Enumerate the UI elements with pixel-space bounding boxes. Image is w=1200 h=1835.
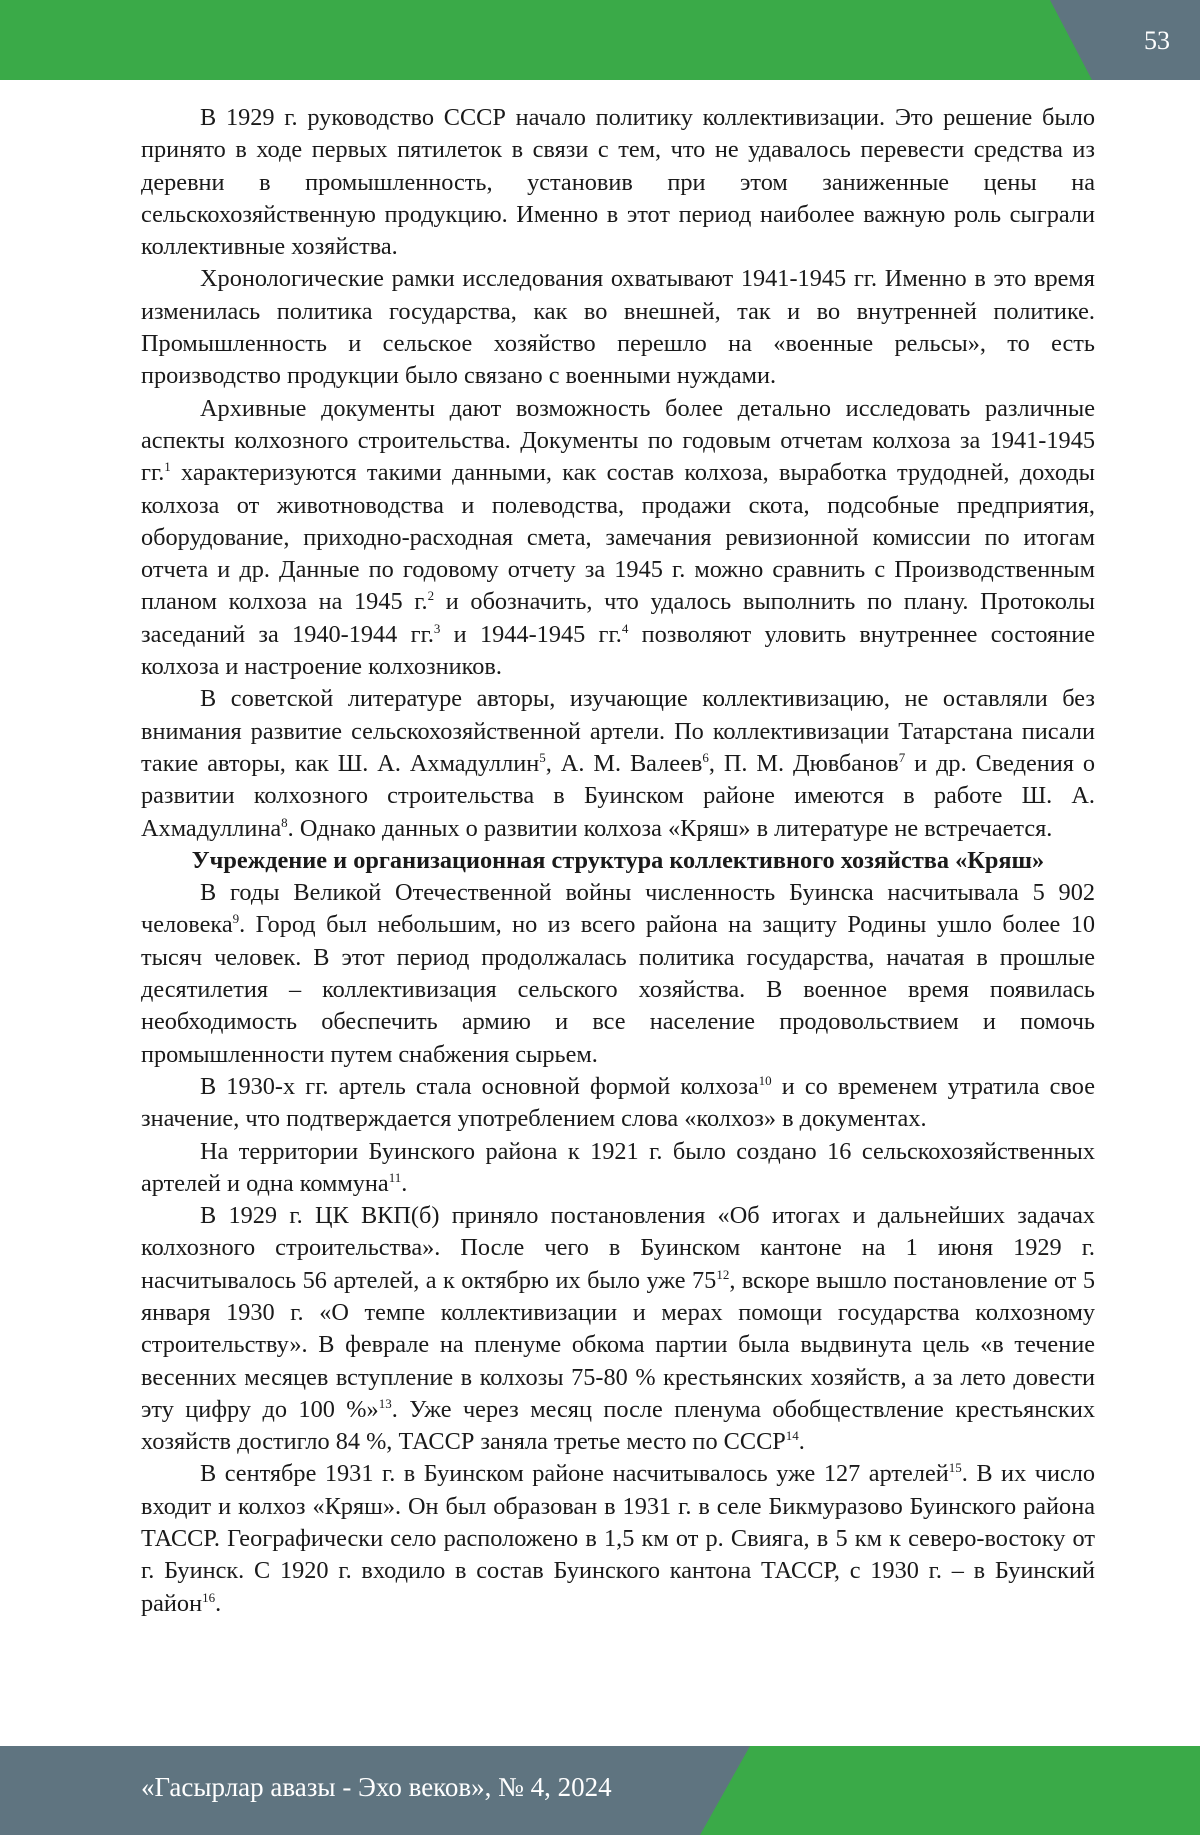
paragraph-text: В 1929 г. ЦК ВКП(б) приняло постановления «Об итогах и дальнейших задачах колхозного строительства». После чего в Буинском кантоне на 1 июня 1929 г. насчитывалось 56 артелей, а к октябрю их было уже 75 [141,1202,1095,1294]
paragraph [141,1200,1095,1458]
footnote-ref: 14 [785,1428,799,1444]
paragraph-text: В советской литературе авторы, изучающие коллективизацию, не оставляли без внимания развитие сельскохозяйственной артели. По коллективизации Татарстана писали такие авторы, как Ш. А. Ахмадуллин [141,685,1095,777]
footnote-ref: 10 [758,1072,772,1088]
paragraph [141,102,1095,263]
paragraph [141,393,1095,684]
paragraph [141,877,1095,1071]
paragraph-text: характеризуются такими данными, как состав колхоза, выработка трудодней, доходы колхоза от животноводства и полеводства, продажи скота, подсобные предприятия, оборудование, приходно-расходная смета, замечания ревизионной комиссии по итогам отчета и др. Данные по годовому отчету за 1945 г. можно сравнить с Производственным планом колхоза на 1945 г. [141,459,1095,616]
paragraph-text: позволяют уловить внутреннее состояние колхоза и настроение колхозников. [141,620,1095,681]
paragraph-text: В 1930-х гг. артель стала основной формой колхоза [200,1072,759,1100]
paragraph-text: В сентябре 1931 г. в Буинском районе насчитывалось уже 127 артелей [200,1460,949,1488]
paragraph-group-main [141,877,1095,1620]
footnote-ref: 2 [427,588,435,604]
footnote-ref: 6 [702,749,709,765]
footnote-ref: 15 [948,1460,962,1476]
footnote-ref: 9 [232,911,240,927]
paragraph-text: и др. Сведения о развитии колхозного строительства в Буинском районе имеются в работе Ш. А. Ахмадуллина [141,749,1096,842]
paragraph-text: . В их число входит и колхоз «Кряш». Он был образован в 1931 г. в селе Бикмуразово Буинского района ТАССР. Географически село расположено в 1,5 км от р. Свияга, в 5 км к северо-востоку от г. Буинск. С 1920 г. входило в состав Буинского кантона ТАССР, с 1930 г. – в Буинский район [141,1460,1096,1617]
paragraph-text: , вскоре вышло постановление от 5 января 1930 г. «О темпе коллективизации и мерах помощи государства колхозному строительству». В феврале на пленуме обкома партии была выдвинута цель «в течение весенних месяцев вступление в колхозы 75-80 % крестьянских хозяйств, а за лето довести эту цифру до 100 %» [141,1266,1096,1423]
paragraph [141,1136,1095,1201]
paragraph [141,263,1095,392]
footnote-ref: 3 [433,620,441,636]
paragraph-text: и обозначить, что удалось выполнить по плану. Протоколы заседаний за 1940-1944 гг. [141,588,1095,648]
footnote-ref: 5 [539,749,546,765]
paragraph-text: , П. М. Дювбанов [708,749,899,777]
footnote-ref: 12 [716,1266,730,1282]
journal-title: «Гасырлар авазы - Эхо веков», № 4, 2024 [141,1772,612,1802]
paragraph-text: . [401,1169,408,1197]
paragraph-text: В 1929 г. руководство СССР начало политику коллективизации. Это решение было принято в ходе первых пятилеток в связи с тем, что не удавалось перевести средства из деревни в промышленность, установив при этом заниженные цены на сельскохозяйственную продукцию. Именно в этот период наиболее важную роль сыграли коллективные хозяйства. [141,104,1095,261]
paragraph-text: и со временем утратила свое значение, что подтверждается употреблением слова «колхоз» в документах. [141,1072,1095,1133]
paragraph-text: На территории Буинского района к 1921 г. было создано 16 сельскохозяйственных артелей и одна коммуна [141,1137,1095,1197]
paragraph-text: . [798,1428,805,1456]
paragraph-text: . Город был небольшим, но из всего района на защиту Родины ушло более 10 тысяч человек. В этот период продолжалась политика государства, начатая в прошлые десятилетия – коллективизация сельского хозяйства. В военное время появилась необходимость обеспечить армию и все население продовольствием и помочь промышленности путем снабжения сырьем. [141,911,1095,1068]
paragraph-text: и 1944-1945 гг. [440,620,622,648]
paragraph-text: . [215,1589,222,1617]
footnote-ref: 11 [388,1169,402,1185]
page-number: 53 [1144,26,1170,55]
footnote-ref: 8 [281,814,288,830]
paragraph-text: , А. М. Валеев [545,749,703,777]
footnote-ref: 4 [621,620,629,636]
paragraph [141,1458,1095,1619]
paragraph-text: В годы Великой Отечественной войны численность Буинска насчитывала 5 902 человека [141,879,1095,939]
footnote-ref: 13 [378,1395,392,1411]
paragraph-group-intro [141,102,1095,845]
paragraph [141,1071,1095,1136]
footer-green-block [700,1746,1200,1835]
footnote-ref: 16 [202,1589,216,1605]
article-body [141,102,1095,1620]
paragraph [141,683,1095,844]
header-bar [0,0,1200,80]
paragraph-text: Хронологические рамки исследования охватывают 1941-1945 гг. Именно в это время изменилась политика государства, как во внешней, так и во внутренней политике. Промышленность и сельское хозяйство перешло на «военные рельсы», то есть производство продукции было связано с военными нуждами. [141,265,1095,390]
paragraph-text: . Уже через месяц после пленума обобществление крестьянских хозяйств достигло 84 %, ТАССР заняла третье место по СССР [141,1395,1095,1456]
footnote-ref: 1 [164,459,171,475]
section-heading: Учреждение и организационная структура коллективного хозяйства «Кряш» [191,846,1045,874]
footnote-ref: 7 [898,749,906,765]
paragraph-text: . Однако данных о развитии колхоза «Кряш» в литературе не встречается. [287,814,1053,842]
paragraph-text: Архивные документы дают возможность более детально исследовать различные аспекты колхозного строительства. Документы по годовым отчетам колхоза за 1941-1945 гг. [141,394,1095,487]
